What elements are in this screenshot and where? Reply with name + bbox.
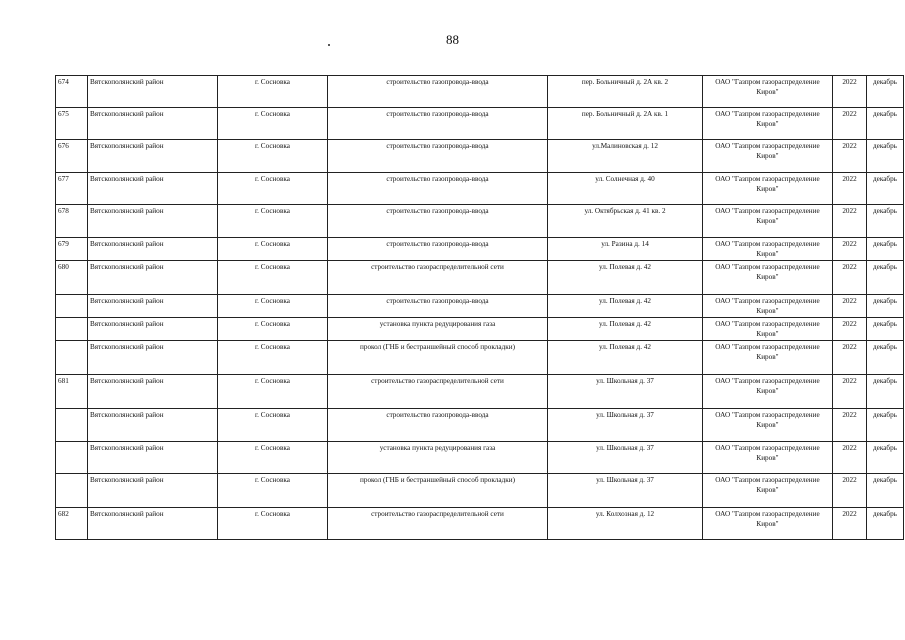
row-number: 674 <box>56 76 88 108</box>
row-number: 680 <box>56 261 88 295</box>
page-number: 88 <box>446 32 459 47</box>
row-number: 682 <box>56 508 88 540</box>
table-body <box>56 76 904 540</box>
city-cell: г. Сосновка <box>218 341 328 375</box>
work-type-cell: строительство газораспределительной сети <box>328 261 548 295</box>
district-cell: Вятскополянский район <box>88 474 218 508</box>
district-cell: Вятскополянский район <box>88 108 218 140</box>
district-cell: Вятскополянский район <box>88 76 218 108</box>
district-cell: Вятскополянский район <box>88 205 218 238</box>
address-cell: ул. Полевая д. 42 <box>548 341 703 375</box>
year-cell: 2022 <box>833 318 867 341</box>
month-cell: декабрь <box>867 318 904 341</box>
works-table <box>55 75 904 540</box>
address-cell: ул. Полевая д. 42 <box>548 261 703 295</box>
address-cell: ул. Школьная д. 37 <box>548 442 703 474</box>
city-cell: г. Сосновка <box>218 508 328 540</box>
month-cell: декабрь <box>867 409 904 442</box>
work-type-cell: строительство газораспределительной сети <box>328 508 548 540</box>
month-cell: декабрь <box>867 76 904 108</box>
organization-cell: ОАО "Газпром газораспределение Киров" <box>703 140 833 173</box>
month-cell: декабрь <box>867 474 904 508</box>
table-row <box>56 508 904 540</box>
city-cell: г. Сосновка <box>218 474 328 508</box>
district-cell: Вятскополянский район <box>88 318 218 341</box>
city-cell: г. Сосновка <box>218 140 328 173</box>
address-cell: ул. Колхозная д. 12 <box>548 508 703 540</box>
district-cell: Вятскополянский район <box>88 173 218 205</box>
year-cell: 2022 <box>833 442 867 474</box>
organization-cell: ОАО "Газпром газораспределение Киров" <box>703 341 833 375</box>
year-cell: 2022 <box>833 108 867 140</box>
city-cell: г. Сосновка <box>218 261 328 295</box>
organization-cell: ОАО "Газпром газораспределение Киров" <box>703 108 833 140</box>
month-cell: декабрь <box>867 442 904 474</box>
row-number <box>56 295 88 318</box>
city-cell: г. Сосновка <box>218 442 328 474</box>
month-cell: декабрь <box>867 341 904 375</box>
table-row <box>56 108 904 140</box>
month-cell: декабрь <box>867 295 904 318</box>
work-type-cell: строительство газопровода-ввода <box>328 140 548 173</box>
row-number: 677 <box>56 173 88 205</box>
work-type-cell: строительство газопровода-ввода <box>328 76 548 108</box>
address-cell: ул.Малиновская д. 12 <box>548 140 703 173</box>
table-row <box>56 173 904 205</box>
table-row <box>56 474 904 508</box>
address-cell: пер. Больничный д. 2А кв. 2 <box>548 76 703 108</box>
organization-cell: ОАО "Газпром газораспределение Киров" <box>703 295 833 318</box>
city-cell: г. Сосновка <box>218 409 328 442</box>
district-cell: Вятскополянский район <box>88 409 218 442</box>
address-cell: пер. Больничный д. 2А кв. 1 <box>548 108 703 140</box>
address-cell: ул. Школьная д. 37 <box>548 474 703 508</box>
address-cell: ул. Октябрьская д. 41 кв. 2 <box>548 205 703 238</box>
address-cell: ул. Полевая д. 42 <box>548 318 703 341</box>
work-type-cell: строительство газопровода-ввода <box>328 173 548 205</box>
organization-cell: ОАО "Газпром газораспределение Киров" <box>703 375 833 409</box>
work-type-cell: строительство газораспределительной сети <box>328 375 548 409</box>
month-cell: декабрь <box>867 508 904 540</box>
city-cell: г. Сосновка <box>218 295 328 318</box>
year-cell: 2022 <box>833 375 867 409</box>
district-cell: Вятскополянский район <box>88 261 218 295</box>
row-number <box>56 409 88 442</box>
table-row <box>56 442 904 474</box>
row-number: 675 <box>56 108 88 140</box>
row-number: 676 <box>56 140 88 173</box>
district-cell: Вятскополянский район <box>88 508 218 540</box>
year-cell: 2022 <box>833 409 867 442</box>
work-type-cell: строительство газопровода-ввода <box>328 295 548 318</box>
month-cell: декабрь <box>867 238 904 261</box>
work-type-cell: строительство газопровода-ввода <box>328 205 548 238</box>
year-cell: 2022 <box>833 295 867 318</box>
row-number: 679 <box>56 238 88 261</box>
month-cell: декабрь <box>867 140 904 173</box>
year-cell: 2022 <box>833 508 867 540</box>
year-cell: 2022 <box>833 76 867 108</box>
city-cell: г. Сосновка <box>218 76 328 108</box>
address-cell: ул. Школьная д. 37 <box>548 375 703 409</box>
organization-cell: ОАО "Газпром газораспределение Киров" <box>703 173 833 205</box>
work-type-cell: установка пункта редуцирования газа <box>328 442 548 474</box>
table-row <box>56 318 904 341</box>
month-cell: декабрь <box>867 108 904 140</box>
scan-speck <box>328 44 330 46</box>
organization-cell: ОАО "Газпром газораспределение Киров" <box>703 442 833 474</box>
month-cell: декабрь <box>867 375 904 409</box>
organization-cell: ОАО "Газпром газораспределение Киров" <box>703 508 833 540</box>
table-row <box>56 261 904 295</box>
year-cell: 2022 <box>833 474 867 508</box>
city-cell: г. Сосновка <box>218 375 328 409</box>
work-type-cell: прокол (ГНБ и бестраншейный способ прокладки) <box>328 341 548 375</box>
city-cell: г. Сосновка <box>218 318 328 341</box>
organization-cell: ОАО "Газпром газораспределение Киров" <box>703 261 833 295</box>
year-cell: 2022 <box>833 238 867 261</box>
row-number: 678 <box>56 205 88 238</box>
row-number <box>56 442 88 474</box>
year-cell: 2022 <box>833 173 867 205</box>
row-number <box>56 474 88 508</box>
work-type-cell: строительство газопровода-ввода <box>328 238 548 261</box>
address-cell: ул. Школьная д. 37 <box>548 409 703 442</box>
table-row <box>56 409 904 442</box>
organization-cell: ОАО "Газпром газораспределение Киров" <box>703 409 833 442</box>
row-number <box>56 318 88 341</box>
district-cell: Вятскополянский район <box>88 341 218 375</box>
organization-cell: ОАО "Газпром газораспределение Киров" <box>703 318 833 341</box>
organization-cell: ОАО "Газпром газораспределение Киров" <box>703 474 833 508</box>
organization-cell: ОАО "Газпром газораспределение Киров" <box>703 205 833 238</box>
district-cell: Вятскополянский район <box>88 442 218 474</box>
district-cell: Вятскополянский район <box>88 375 218 409</box>
row-number <box>56 341 88 375</box>
address-cell: ул. Солнечная д. 40 <box>548 173 703 205</box>
table-row <box>56 341 904 375</box>
work-type-cell: прокол (ГНБ и бестраншейный способ прокладки) <box>328 474 548 508</box>
row-number: 681 <box>56 375 88 409</box>
table-row <box>56 140 904 173</box>
table-row <box>56 205 904 238</box>
city-cell: г. Сосновка <box>218 173 328 205</box>
work-type-cell: строительство газопровода-ввода <box>328 108 548 140</box>
city-cell: г. Сосновка <box>218 205 328 238</box>
work-type-cell: строительство газопровода-ввода <box>328 409 548 442</box>
year-cell: 2022 <box>833 341 867 375</box>
work-type-cell: установка пункта редуцирования газа <box>328 318 548 341</box>
district-cell: Вятскополянский район <box>88 295 218 318</box>
city-cell: г. Сосновка <box>218 238 328 261</box>
table-row <box>56 375 904 409</box>
table-row <box>56 295 904 318</box>
district-cell: Вятскополянский район <box>88 238 218 261</box>
year-cell: 2022 <box>833 205 867 238</box>
district-cell: Вятскополянский район <box>88 140 218 173</box>
year-cell: 2022 <box>833 261 867 295</box>
month-cell: декабрь <box>867 173 904 205</box>
table-row <box>56 76 904 108</box>
organization-cell: ОАО "Газпром газораспределение Киров" <box>703 76 833 108</box>
city-cell: г. Сосновка <box>218 108 328 140</box>
month-cell: декабрь <box>867 205 904 238</box>
year-cell: 2022 <box>833 140 867 173</box>
address-cell: ул. Разина д. 14 <box>548 238 703 261</box>
table-row <box>56 238 904 261</box>
address-cell: ул. Полевая д. 42 <box>548 295 703 318</box>
month-cell: декабрь <box>867 261 904 295</box>
organization-cell: ОАО "Газпром газораспределение Киров" <box>703 238 833 261</box>
